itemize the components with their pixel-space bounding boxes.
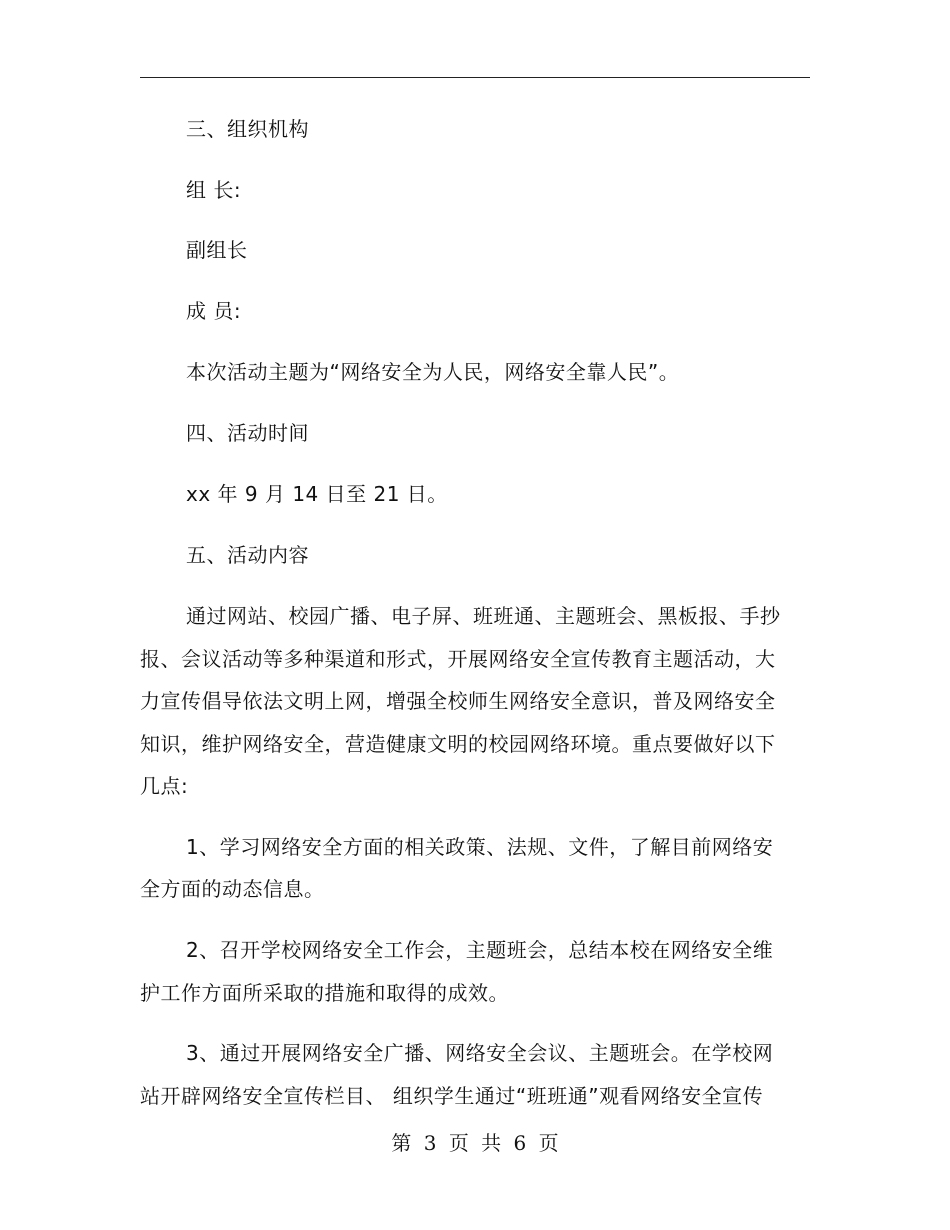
paragraph-line: 报、会议活动等多种渠道和形式，开展网络安全宣传教育主题活动，大 [140, 647, 776, 671]
list-item-1-line: 1、学习网络安全方面的相关政策、法规、文件，了解目前网络安 [186, 835, 774, 859]
header-rule [140, 77, 810, 78]
page-footer: 第 3 页 共 6 页 [391, 1131, 559, 1155]
list-item-2-line: 护工作方面所采取的措施和取得的成效。 [140, 981, 509, 1005]
date-line: xx 年 9 月 14 日至 21 日。 [186, 482, 448, 506]
paragraph-line: 力宣传倡导依法文明上网，增强全校师生网络安全意识，普及网络安全 [140, 689, 776, 713]
section-heading-content: 五、活动内容 [186, 543, 309, 567]
members-line: 成 员: [186, 299, 242, 323]
list-item-1-line: 全方面的动态信息。 [140, 877, 325, 901]
section-heading-organization: 三、组织机构 [186, 117, 309, 141]
theme-line: 本次活动主题为“网络安全为人民，网络安全靠人民”。 [186, 360, 680, 384]
leader-line: 组 长: [186, 178, 242, 202]
section-heading-time: 四、活动时间 [186, 421, 309, 445]
paragraph-line: 知识，维护网络安全，营造健康文明的校园网络环境。重点要做好以下 [140, 732, 776, 756]
deputy-leader-line: 副组长 [186, 238, 248, 262]
paragraph-line: 几点: [140, 774, 189, 798]
list-item-3-line: 3、通过开展网络安全广播、网络安全会议、主题班会。在学校网 [186, 1041, 774, 1065]
paragraph-line: 通过网站、校园广播、电子屏、班班通、主题班会、黑板报、手抄 [186, 604, 781, 628]
list-item-3-line: 站开辟网络安全宣传栏目、 组织学生通过“班班通”观看网络安全宣传 [140, 1084, 764, 1108]
list-item-2-line: 2、召开学校网络安全工作会，主题班会，总结本校在网络安全维 [186, 938, 774, 962]
